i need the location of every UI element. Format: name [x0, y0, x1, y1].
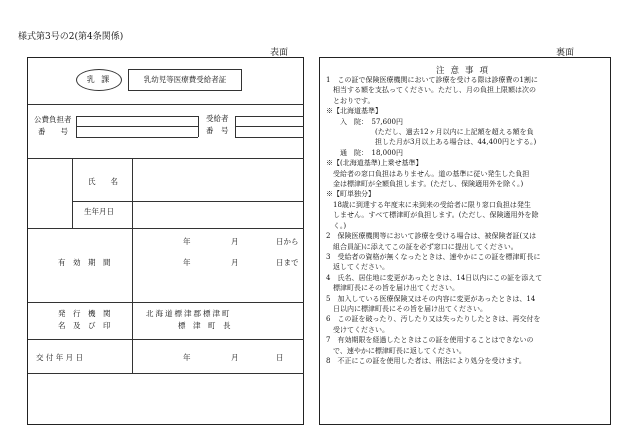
valid-from-day: 日から — [276, 237, 299, 246]
valid-to-month: 月 — [231, 258, 239, 267]
note-line: 3 受給者の資格が無くなったときは、速やかにこの証を標津町長に — [326, 252, 541, 261]
issuer-label-2: 名 及 び 印 — [58, 321, 111, 330]
note-line: 18歳に到達する年度末に未到来の受給者に限り窓口負担は発生 — [326, 200, 531, 209]
note-line: 組合員証)に添えてこの証を必ず窓口に提出してください。 — [326, 242, 518, 251]
issue-day: 日 — [276, 353, 284, 362]
valid-to-year: 年 — [183, 258, 191, 267]
issuer-name: 北海道標津郡標津町 — [146, 309, 232, 318]
note-line: 4 氏名、居住地に変更があったときは、14日以内にこの証を添えて — [326, 273, 543, 282]
birth-label: 生年月日 — [84, 207, 114, 216]
validity-label: 有 効 期 間 — [58, 258, 111, 267]
issuer-label: 発 行 機 関 — [58, 309, 111, 318]
issue-year: 年 — [183, 353, 191, 362]
note-line: (ただし、過去12ヶ月以内に上記額を超える額を負 — [326, 128, 534, 137]
note-line: 8 不正にこの証を使用した者は、刑法により処分を受けます。 — [326, 356, 526, 365]
note-line: 通 院： 18,000円 — [326, 148, 403, 157]
note-line: とおりです。 — [326, 96, 375, 105]
divider — [28, 339, 304, 340]
note-line: く。) — [326, 221, 347, 230]
payer-label-2: 番 号 — [38, 127, 68, 136]
note-line: 担した月が3月以上ある場合は、44,400円とする。) — [326, 138, 537, 147]
note-line: 金は標津町が全額負担します。(ただし、保険適用外を除く。) — [326, 180, 524, 189]
issuer-title: 標 津 町 長 — [178, 321, 231, 330]
note-line: 1 この証で保険医療機関において診療を受ける際は診療費の1割に — [326, 76, 538, 84]
valid-to-day: 日まで — [276, 258, 299, 267]
divider — [28, 104, 304, 105]
note-line: 入 院： 57,600円 — [326, 117, 403, 126]
note-line: 5 加入している医療保険又はその内容に変更があったときは、14 — [326, 294, 536, 303]
payer-label: 公費負担者 — [34, 115, 72, 124]
notes-list — [326, 75, 606, 366]
note-line: 2 保険医療機関等において診療を受ける場合は、被保険者証(又は — [326, 232, 537, 241]
note-line: ※【町単独分】 — [326, 190, 375, 199]
note-line: 日以内に標津町長にその旨を届け出てください。 — [326, 304, 487, 313]
note-line: 標津町長にその旨を届け出てください。 — [326, 284, 459, 293]
recipient-label-2: 番 号 — [206, 126, 229, 135]
note-line: 6 この証を破ったり、汚したり又は失ったりしたときは、再交付を — [326, 315, 541, 324]
issue-date-label: 交 付 年 月 日 — [36, 353, 84, 362]
divider — [28, 373, 304, 374]
note-line: 返してください。 — [326, 263, 389, 272]
note-line: ※【北海道基準】 — [326, 107, 382, 116]
form-number: 様式第3号の2(第4条関係) — [18, 32, 124, 42]
front-label: 表面 — [270, 48, 289, 58]
divider — [28, 158, 304, 159]
issue-month: 月 — [231, 353, 239, 362]
name-label: 氏 名 — [88, 177, 118, 186]
notes-title: 注意事項 — [435, 66, 494, 76]
recipient-label: 受給者 — [206, 114, 229, 123]
stamp-seal: 乳 課 — [76, 69, 122, 91]
front-card — [27, 57, 304, 425]
note-line: 受給者の窓口負担はありません。道の基準に従い発生した負担 — [326, 169, 530, 178]
divider — [28, 228, 304, 229]
back-label: 裏面 — [556, 48, 575, 58]
valid-from-year: 年 — [183, 237, 191, 246]
valid-from-month: 月 — [231, 237, 239, 246]
note-line: ※【(北海道基準)上乗せ基準】 — [326, 159, 423, 168]
card-title: 乳幼児等医療費受給者証 — [128, 69, 242, 91]
note-line: で、速やかに標津町長に返してください。 — [326, 346, 466, 355]
back-card — [319, 57, 611, 425]
note-line: しません。すべて標津町が負担します。(ただし、保険適用外を除 — [326, 211, 539, 220]
divider — [28, 302, 304, 303]
note-line: 相当する額を支払ってください。ただし、月の負担上限額は次の — [326, 86, 536, 95]
note-line: 受けてください。 — [326, 325, 389, 334]
note-line: 7 有効期限を経過したときはこの証を使用することはできないの — [326, 336, 534, 345]
